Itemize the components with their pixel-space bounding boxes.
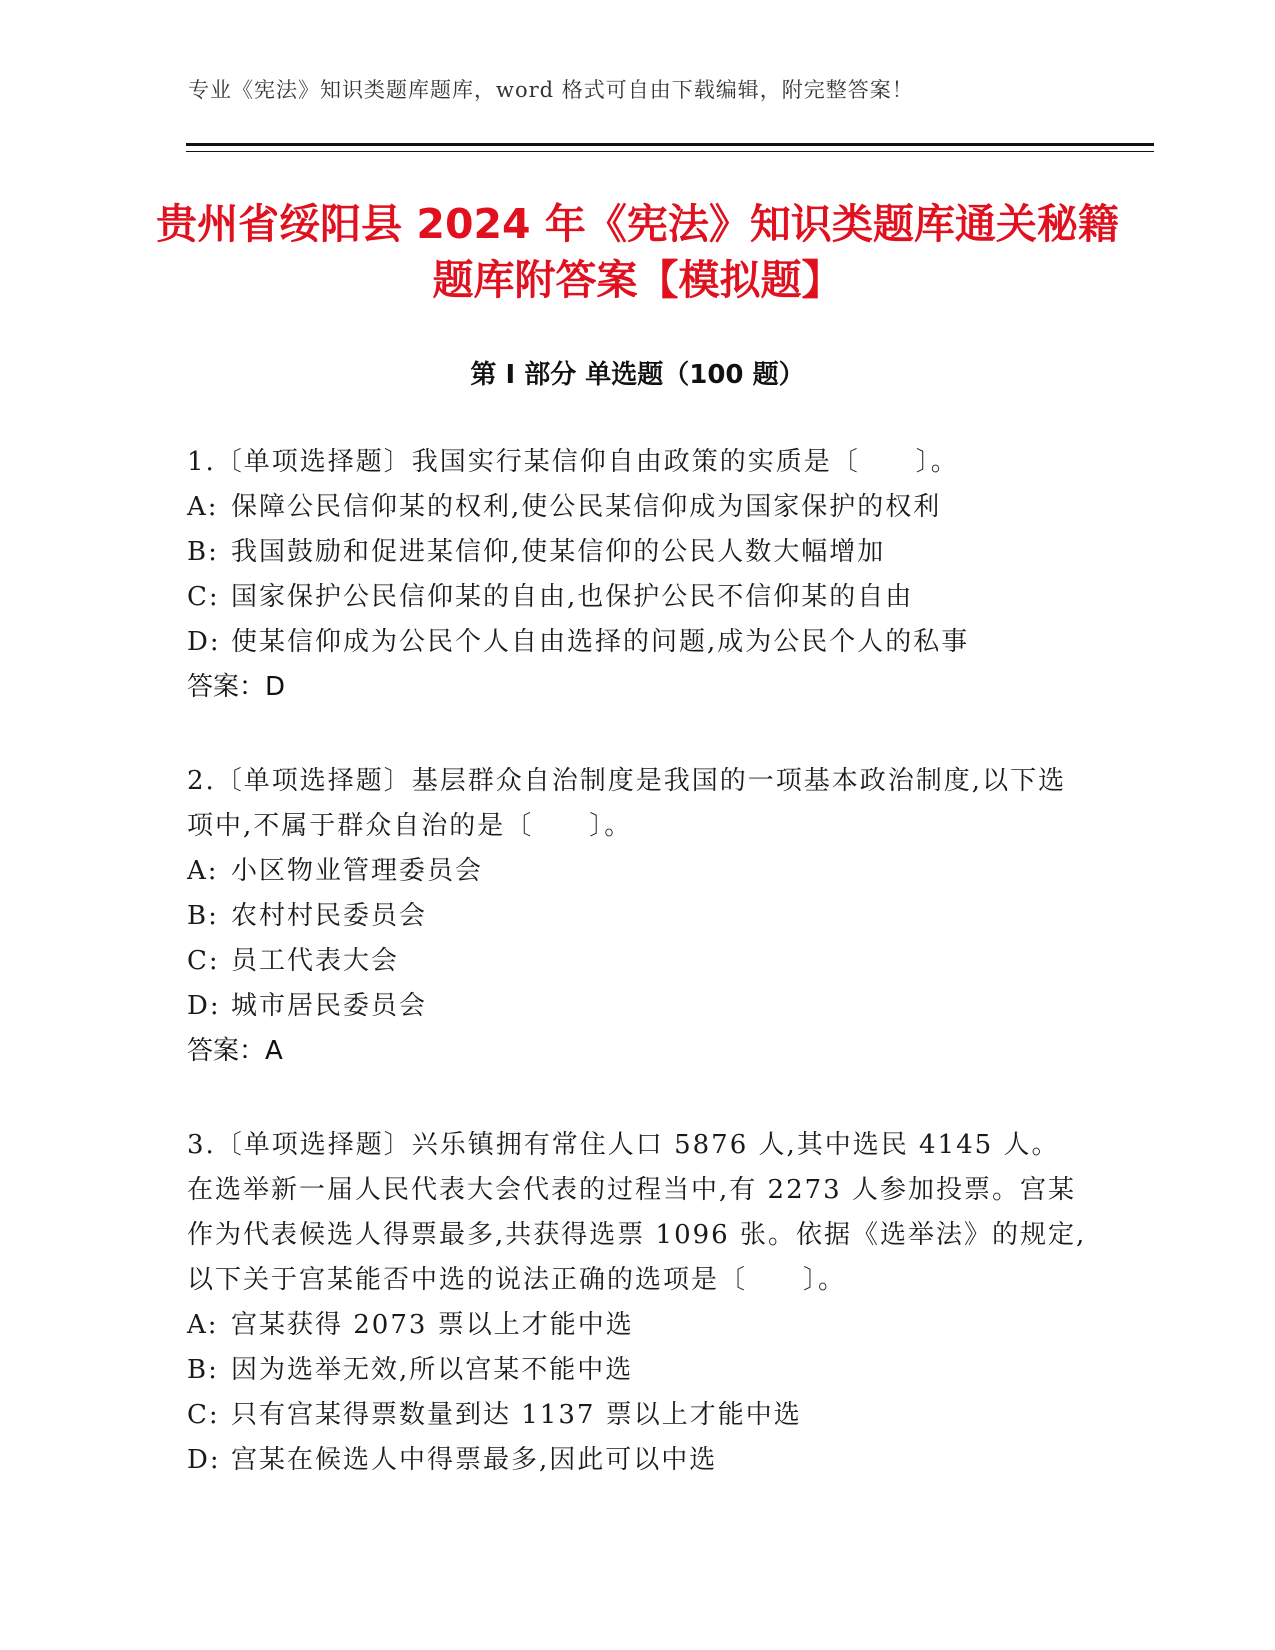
option-key: A: <box>187 856 219 886</box>
option-text: 保障公民信仰某的权利,使公民某信仰成为国家保护的权利 <box>231 492 942 522</box>
option-key: B: <box>187 1355 219 1385</box>
option-b <box>187 530 1087 575</box>
option-key: D: <box>187 627 221 657</box>
option-key: B: <box>187 901 219 931</box>
option-d <box>187 984 1087 1029</box>
option-b <box>187 894 1087 939</box>
option-text: 国家保护公民信仰某的自由,也保护公民不信仰某的自由 <box>231 582 914 612</box>
option-text: 城市居民委员会 <box>231 991 428 1021</box>
option-a <box>187 485 1087 530</box>
answer-line: 答案：A <box>187 1036 283 1066</box>
option-b <box>187 1348 1087 1393</box>
option-text: 只有宫某得票数量到达 1137 票以上才能中选 <box>231 1400 802 1430</box>
option-text: 员工代表大会 <box>231 946 400 976</box>
question-stem: 2.〔单项选择题〕基层群众自治制度是我国的一项基本政治制度,以下选项中,不属于群众自治的是〔 〕。 <box>187 766 1067 841</box>
option-text: 我国鼓励和促进某信仰,使某信仰的公民人数大幅增加 <box>231 537 886 567</box>
option-text: 因为选举无效,所以宫某不能中选 <box>231 1355 634 1385</box>
option-text: 使某信仰成为公民个人自由选择的问题,成为公民个人的私事 <box>231 627 970 657</box>
option-c <box>187 575 1087 620</box>
option-c <box>187 939 1087 984</box>
header-divider-thin <box>186 151 1154 152</box>
question-stem: 3.〔单项选择题〕兴乐镇拥有常住人口 5876 人,其中选民 4145 人。在选举新一届人民代表大会代表的过程当中,有 2273 人参加投票。宫某作为代表候选人得票最多,共获得选票 1096 张。依据《选举法》的规定,以下关于宫某能否中选的说法正确的选项是〔 〕。 <box>187 1130 1087 1295</box>
option-key: C: <box>187 1400 220 1430</box>
option-d <box>187 1438 1087 1483</box>
option-text: 农村村民委员会 <box>231 901 428 931</box>
header-divider-thick <box>186 143 1154 146</box>
option-key: C: <box>187 946 220 976</box>
option-a <box>187 1303 1087 1348</box>
option-key: A: <box>187 1310 219 1340</box>
question-list <box>187 440 1087 1532</box>
option-key: D: <box>187 991 221 1021</box>
option-key: C: <box>187 582 220 612</box>
option-key: D: <box>187 1445 221 1475</box>
option-key: A: <box>187 492 219 522</box>
answer-line: 答案：D <box>187 672 286 702</box>
option-d <box>187 620 1087 665</box>
section-heading: 第 I 部分 单选题（100 题） <box>470 360 805 390</box>
option-a <box>187 849 1087 894</box>
option-c <box>187 1393 1087 1438</box>
question-2 <box>187 759 1087 1074</box>
document-title: 贵州省绥阳县 2024 年《宪法》知识类题库通关秘籍题库附答案【模拟题】 <box>156 200 1119 304</box>
question-1 <box>187 440 1087 710</box>
option-text: 宫某在候选人中得票最多,因此可以中选 <box>231 1445 718 1475</box>
option-text: 小区物业管理委员会 <box>231 856 484 886</box>
header-note: 专业《宪法》知识类题库题库，word 格式可自由下载编辑，附完整答案！ <box>188 78 914 102</box>
option-text: 宫某获得 2073 票以上才能中选 <box>231 1310 634 1340</box>
question-stem: 1.〔单项选择题〕我国实行某信仰自由政策的实质是〔 〕。 <box>187 447 959 477</box>
option-key: B: <box>187 537 219 567</box>
question-3 <box>187 1123 1087 1483</box>
